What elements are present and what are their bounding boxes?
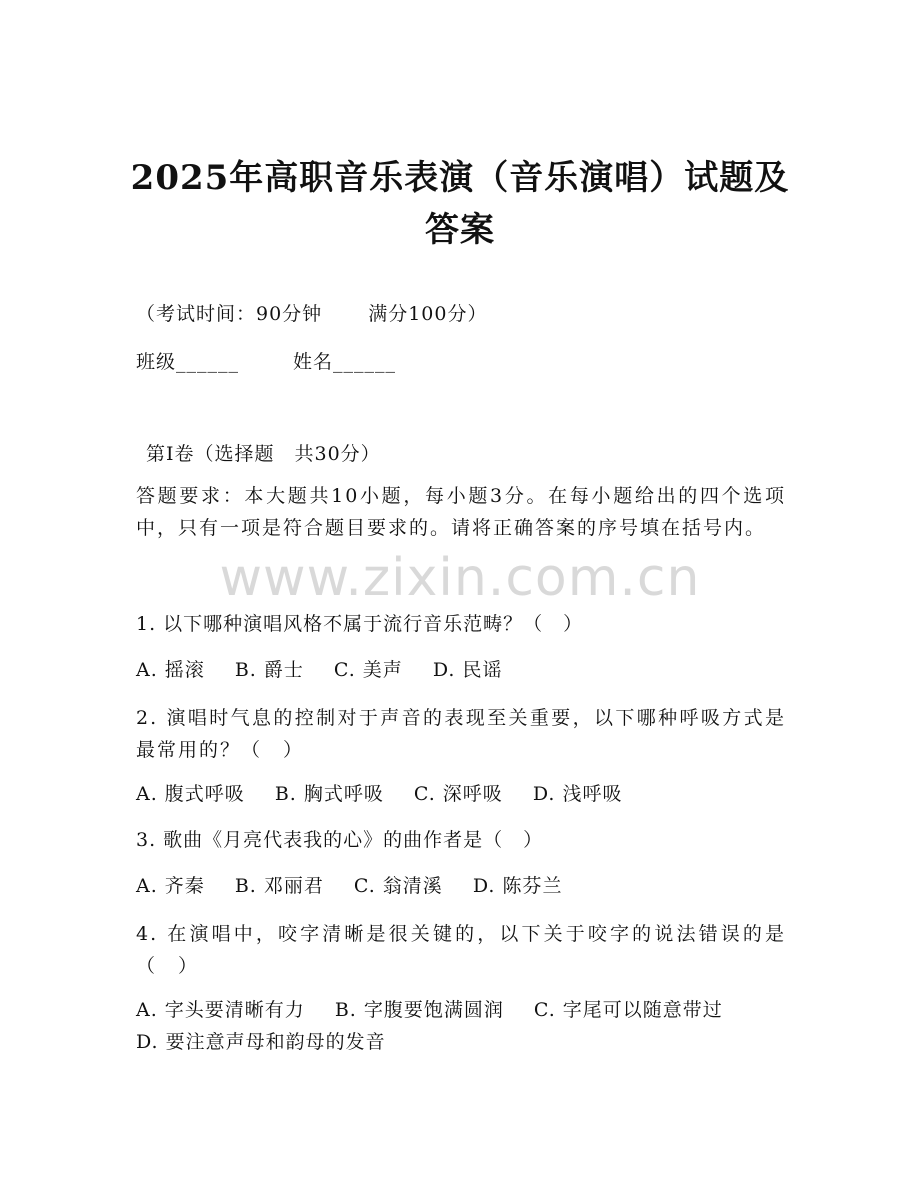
question-1-stem: 1. 以下哪种演唱风格不属于流行音乐范畴？（ ）: [136, 613, 584, 635]
student-info: [136, 348, 396, 376]
name-field: 姓名______: [293, 351, 397, 373]
section-instructions: 答题要求：本大题共10小题，每小题3分。在每小题给出的四个选项中，只有一项是符合题目要求的。请将正确答案的序号填在括号内。: [136, 485, 786, 539]
question-3-option-b: B. 邓丽君: [234, 875, 324, 897]
exam-info: [136, 300, 487, 328]
question-1-options: [136, 656, 502, 684]
question-3-option-d: D. 陈芬兰: [472, 875, 563, 897]
question-3-options: [136, 872, 562, 900]
exam-score: 满分100分）: [368, 303, 488, 325]
question-4-option-c: C. 字尾可以随意带过: [533, 999, 723, 1021]
question-2-option-d: D. 浅呼吸: [532, 783, 623, 805]
question-4-option-a: A. 字头要清晰有力: [136, 999, 305, 1021]
question-4-options-row-2: [136, 1028, 386, 1056]
class-field: 班级______: [136, 351, 240, 373]
watermark-text: www.zixin.com.cn: [219, 548, 701, 608]
question-3-option-c: C. 翁清溪: [353, 875, 443, 897]
question-2-option-a: A. 腹式呼吸: [136, 783, 245, 805]
question-1-option-b: B. 爵士: [234, 659, 304, 681]
question-1-option-d: D. 民谣: [432, 659, 503, 681]
question-3-option-a: A. 齐秦: [136, 875, 205, 897]
question-3-stem: 3. 歌曲《月亮代表我的心》的曲作者是（ ）: [136, 829, 544, 851]
question-4-options-row-1: [136, 996, 723, 1024]
question-4-option-d: D. 要注意声母和韵母的发音: [136, 1031, 386, 1053]
question-1-option-c: C. 美声: [333, 659, 403, 681]
question-4-option-b: B. 字腹要饱满圆润: [334, 999, 504, 1021]
document-title: 2025年高职音乐表演（音乐演唱）试题及答案: [130, 158, 790, 250]
section-heading: 第I卷（选择题 共30分）: [146, 443, 381, 465]
question-2-option-b: B. 胸式呼吸: [274, 783, 384, 805]
question-2-stem: 2. 演唱时气息的控制对于声音的表现至关重要，以下哪种呼吸方式是最常用的？（ ）: [136, 707, 786, 761]
question-4-stem: 4. 在演唱中，咬字清晰是很关键的，以下关于咬字的说法错误的是（ ）: [136, 923, 786, 977]
exam-time: （考试时间：90分钟: [136, 303, 323, 325]
question-2-options: [136, 780, 622, 808]
question-2-option-c: C. 深呼吸: [413, 783, 503, 805]
question-1-option-a: A. 摇滚: [136, 659, 205, 681]
